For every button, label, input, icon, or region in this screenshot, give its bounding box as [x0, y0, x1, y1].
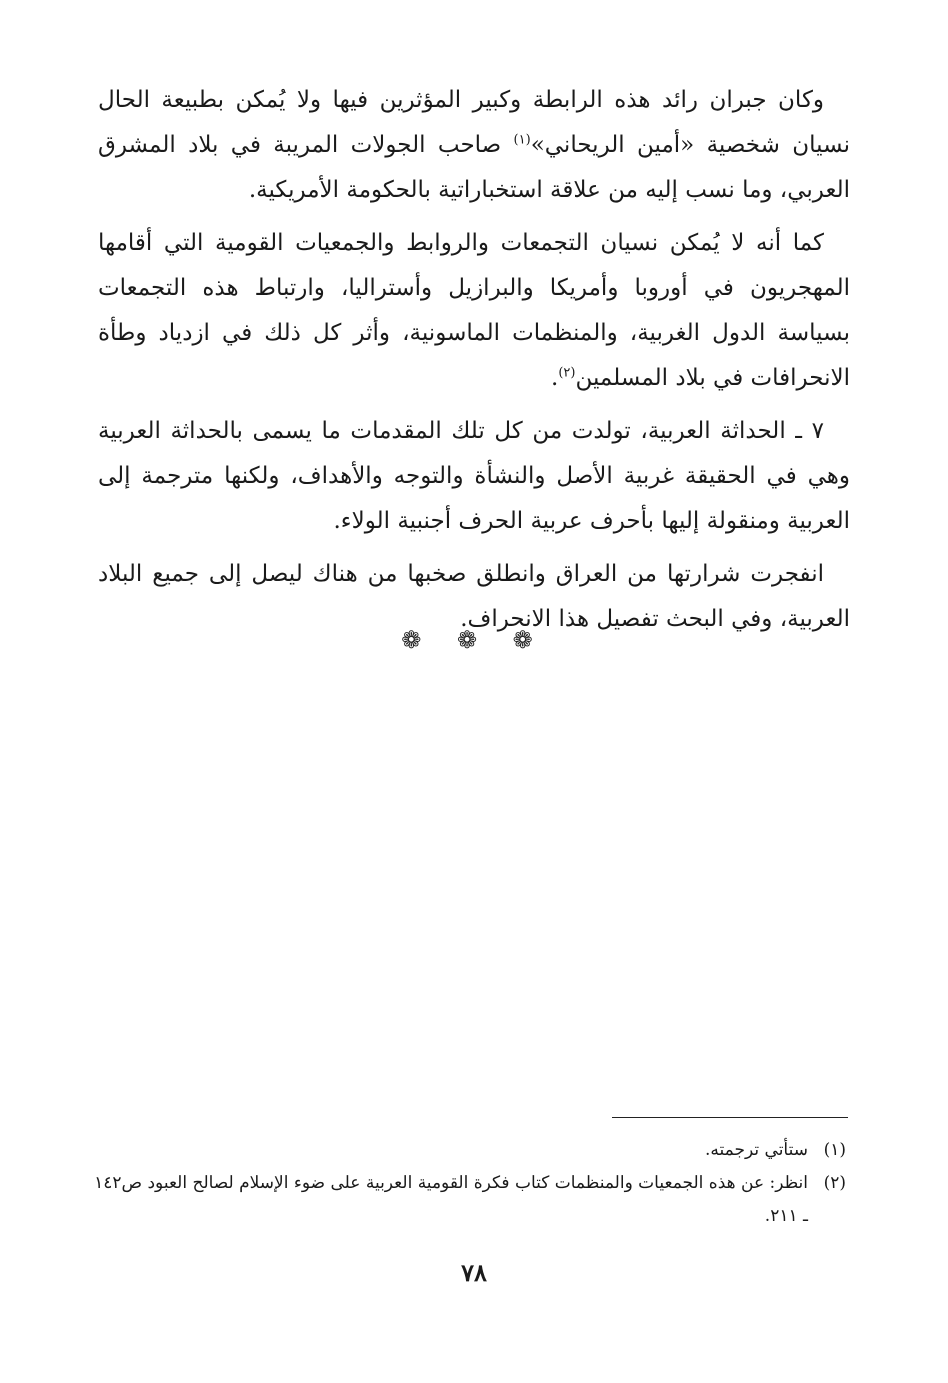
paragraph-2-text-a: كما أنه لا يُمكن نسيان التجمعات والروابط والجمعيات القومية التي أقامها المهجريون في أوروبا وأمريكا والبرازيل وأستراليا، وارتباط هذه التجمعات بسياسة الدول الغربية، والمنظمات الماسونية، وأثر كل ذلك في ازدياد وطأة الانحرافات في بلاد المسلمين — [98, 230, 850, 391]
paragraph-1-text-b: صاحب الجولات المريبة في بلاد المشرق العربي، وما نسب إليه من علاقة استخباراتية بالحكومة الأمريكية. — [98, 132, 850, 203]
paragraph-2 — [98, 221, 850, 401]
paragraph-2-text-b: . — [551, 365, 559, 391]
paragraph-3: ٧ ـ الحداثة العربية، تولدت من كل تلك المقدمات ما يسمى بالحداثة العربية وهي في الحقيقة غربية الأصل والنشأة والتوجه والأهداف، ولكنها مترجمة إلى العربية ومنقولة إليها بأحرف عربية الحرف أجنبية الولاء. — [98, 418, 850, 534]
paragraph-4: انفجرت شرارتها من العراق وانطلق صخبها من هناك ليصل إلى جميع البلاد العربية، وفي البحث تفصيل هذا الانحراف. — [98, 561, 850, 632]
page-number: ٧٨ — [461, 1258, 487, 1287]
footnote-1 — [84, 1134, 846, 1167]
paragraph-1-text-a: وكان جبران رائد هذه الرابطة وكبير المؤثرين فيها ولا يُمكن بطبيعة الحال نسيان شخصية «أمين الريحاني» — [98, 87, 850, 158]
footnotes-section — [84, 1134, 846, 1233]
footnote-1-number: (١) — [823, 1140, 846, 1160]
footnote-2 — [84, 1167, 846, 1233]
main-text — [98, 78, 850, 650]
footnote-2-text: انظر: عن هذه الجمعيات والمنظمات كتاب فكرة القومية العربية على ضوء الإسلام لصالح العبود ص١٤٢ ـ ٢١١. — [94, 1173, 808, 1226]
paragraph-1 — [98, 78, 850, 213]
footnote-separator-line — [612, 1117, 848, 1118]
footnote-2-number: (٢) — [823, 1173, 846, 1193]
footnote-reference-2[interactable]: (٢) — [558, 365, 576, 381]
footnote-reference-1[interactable]: (١) — [513, 132, 531, 148]
footnote-1-text: ستأتي ترجمته. — [705, 1140, 808, 1160]
section-divider-ornament: ❁ ❁ ❁ — [401, 626, 547, 654]
